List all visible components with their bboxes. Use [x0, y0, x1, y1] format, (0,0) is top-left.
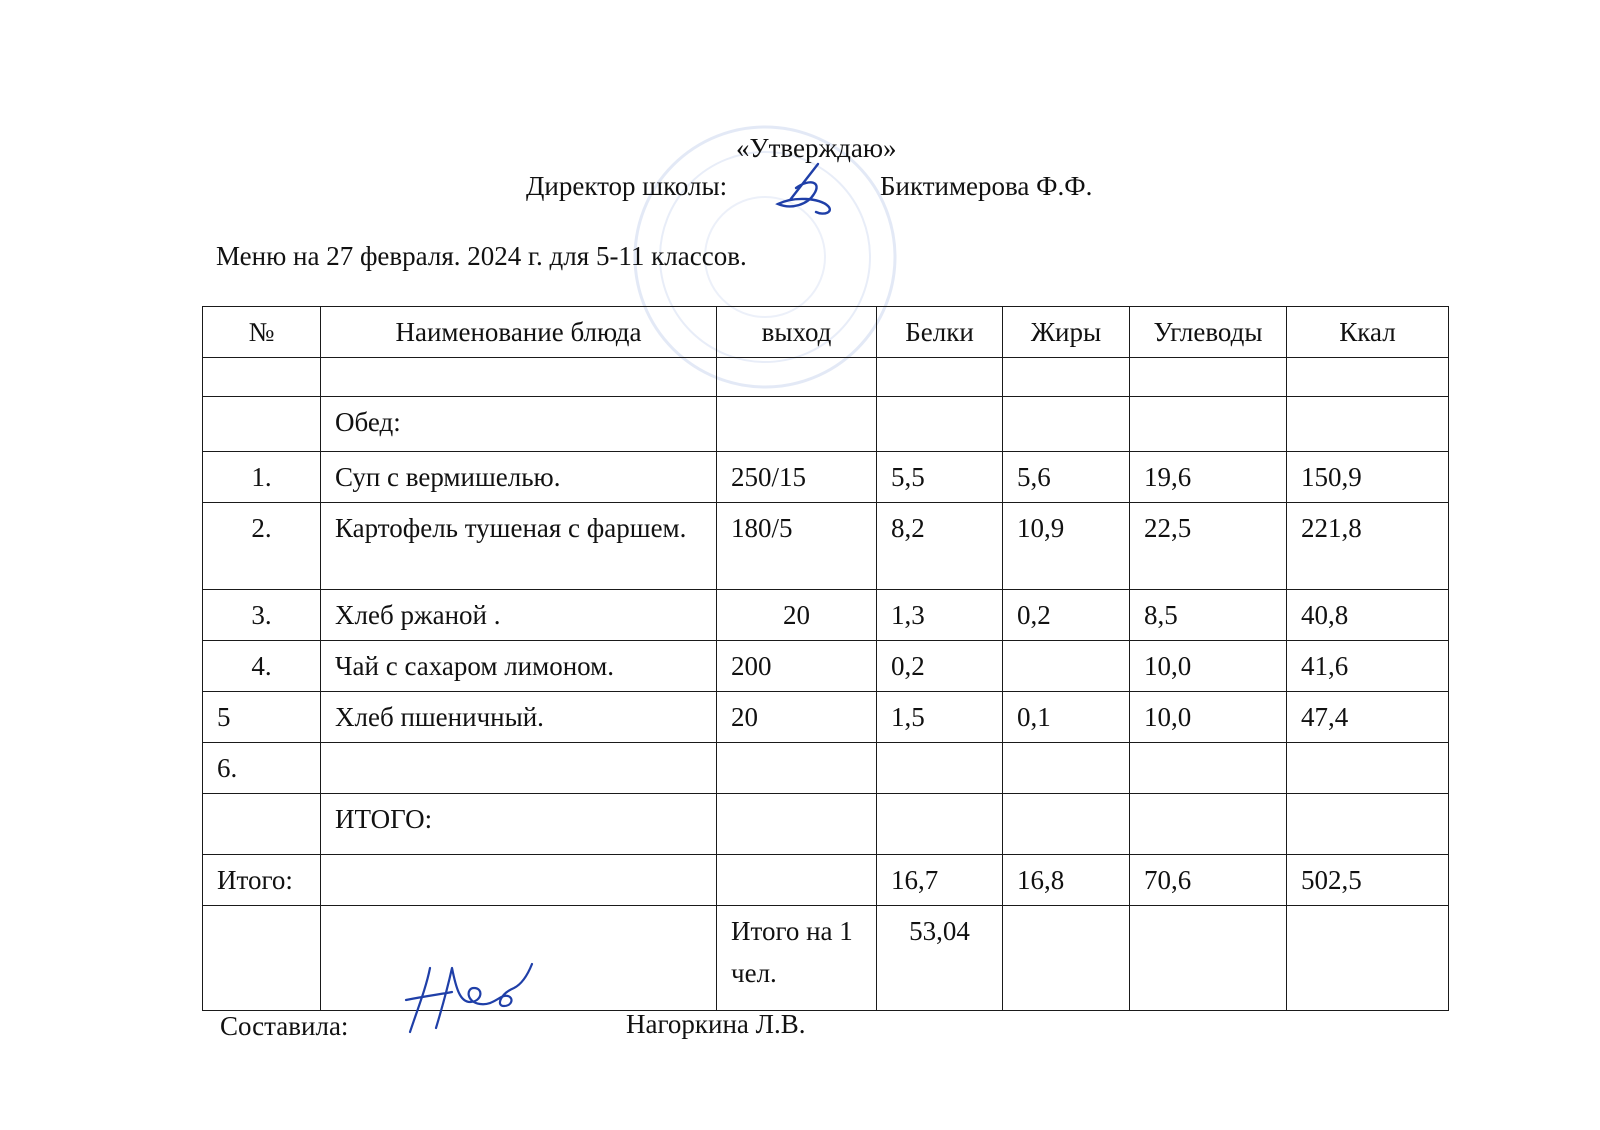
table-row-per-person — [203, 906, 1449, 1011]
cell-fat: 0,1 — [1003, 692, 1130, 743]
section-label: Обед: — [321, 397, 717, 452]
cell-number: 2. — [203, 503, 321, 590]
cell-protein: 1,3 — [877, 590, 1003, 641]
total-carbs: 70,6 — [1130, 855, 1287, 906]
header-fat: Жиры — [1003, 307, 1130, 358]
cell-yield: 180/5 — [717, 503, 877, 590]
header-yield: выход — [717, 307, 877, 358]
cell-protein: 0,2 — [877, 641, 1003, 692]
per-person-label: Итого на 1 чел. — [717, 906, 877, 1011]
table-header-row — [203, 307, 1449, 358]
table-row — [203, 743, 1449, 794]
cell-carbs: 19,6 — [1130, 452, 1287, 503]
cell-fat: 10,9 — [1003, 503, 1130, 590]
cell-carbs: 8,5 — [1130, 590, 1287, 641]
cell-dish-name: Хлеб ржаной . — [321, 590, 717, 641]
total-fat: 16,8 — [1003, 855, 1130, 906]
table-row-empty — [203, 358, 1449, 397]
cell-protein — [877, 743, 1003, 794]
header-number: № — [203, 307, 321, 358]
table-row-total — [203, 855, 1449, 906]
header-kcal: Ккал — [1287, 307, 1449, 358]
table-row — [203, 692, 1449, 743]
director-signature — [770, 160, 860, 220]
cell-kcal — [1287, 743, 1449, 794]
approval-heading: «Утверждаю» — [736, 133, 897, 163]
cell-carbs: 10,0 — [1130, 641, 1287, 692]
total-label: Итого: — [203, 855, 321, 906]
director-name: Биктимерова Ф.Ф. — [880, 171, 1093, 201]
cell-fat: 5,6 — [1003, 452, 1130, 503]
cell-protein: 5,5 — [877, 452, 1003, 503]
cell-number: 1. — [203, 452, 321, 503]
cell-kcal: 150,9 — [1287, 452, 1449, 503]
cell-number: 6. — [203, 743, 321, 794]
table-row-subtotal — [203, 794, 1449, 855]
cell-carbs: 22,5 — [1130, 503, 1287, 590]
menu-title: Меню на 27 февраля. 2024 г. для 5-11 классов. — [216, 241, 747, 271]
cell-dish-name: Суп с вермишелью. — [321, 452, 717, 503]
cell-carbs — [1130, 743, 1287, 794]
table-row — [203, 452, 1449, 503]
cell-kcal: 40,8 — [1287, 590, 1449, 641]
cell-yield: 250/15 — [717, 452, 877, 503]
cell-number: 4. — [203, 641, 321, 692]
cell-protein: 8,2 — [877, 503, 1003, 590]
cell-fat — [1003, 743, 1130, 794]
cell-dish-name: Картофель тушеная с фаршем. — [321, 503, 717, 590]
header-dish-name: Наименование блюда — [321, 307, 717, 358]
cell-fat — [1003, 641, 1130, 692]
per-person-value: 53,04 — [877, 906, 1003, 1011]
cell-kcal: 41,6 — [1287, 641, 1449, 692]
table-row — [203, 590, 1449, 641]
composer-label: Составила: — [220, 1011, 349, 1041]
header-protein: Белки — [877, 307, 1003, 358]
cell-yield: 20 — [717, 692, 877, 743]
menu-table — [202, 306, 1449, 1011]
cell-yield: 200 — [717, 641, 877, 692]
composer-signature — [396, 958, 546, 1038]
cell-dish-name: Чай с сахаром лимоном. — [321, 641, 717, 692]
total-kcal: 502,5 — [1287, 855, 1449, 906]
table-row-section — [203, 397, 1449, 452]
table-row — [203, 503, 1449, 590]
table-row — [203, 641, 1449, 692]
cell-dish-name — [321, 743, 717, 794]
cell-yield — [717, 743, 877, 794]
cell-number: 3. — [203, 590, 321, 641]
cell-carbs: 10,0 — [1130, 692, 1287, 743]
cell-protein: 1,5 — [877, 692, 1003, 743]
cell-kcal: 221,8 — [1287, 503, 1449, 590]
cell-dish-name: Хлеб пшеничный. — [321, 692, 717, 743]
header-carbs: Углеводы — [1130, 307, 1287, 358]
composer-name: Нагоркина Л.В. — [626, 1009, 806, 1039]
director-label: Директор школы: — [526, 171, 728, 201]
cell-kcal: 47,4 — [1287, 692, 1449, 743]
cell-number: 5 — [203, 692, 321, 743]
cell-fat: 0,2 — [1003, 590, 1130, 641]
cell-yield: 20 — [717, 590, 877, 641]
subtotal-label: ИТОГО: — [321, 794, 717, 855]
total-protein: 16,7 — [877, 855, 1003, 906]
